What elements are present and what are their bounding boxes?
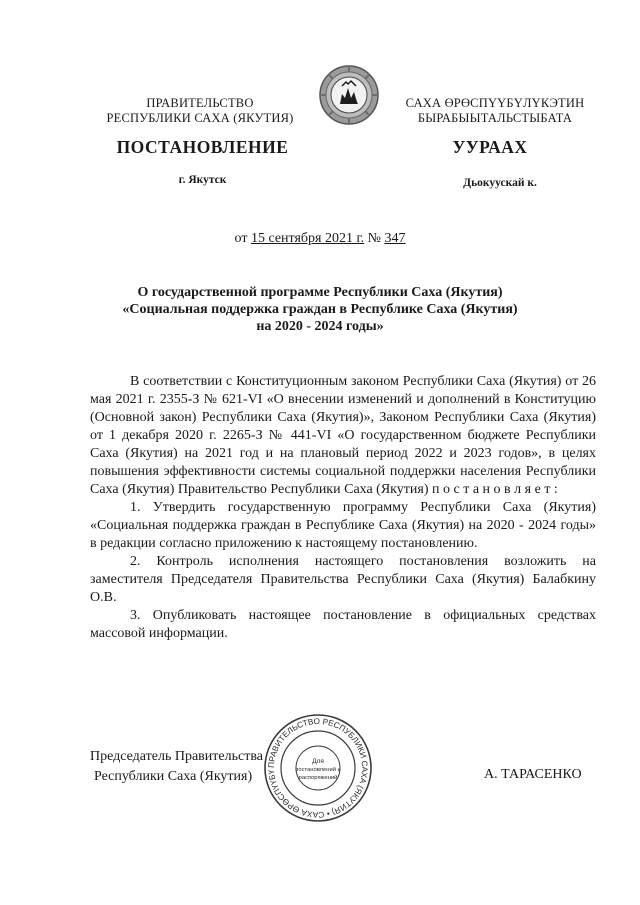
preamble-text: В соответствии с Конституционным законом Республики Саха (Якутия) от 26 мая 2021 г. 2355-З № 621-VI «О внесении изменений и дополнений в Конституцию (Основной закон) Республики Саха (Якутия)», Законом Республики Саха (Якутия) от 1 декабря 2020 г. 2265-З № 441-VI «О государственном бюджете Республики Саха (Якутия) на 2021 год и на плановый период 2022 и 2023 годов», в целях повышения эффективности системы социальной поддержки населения Республики Саха (Якутия) Правительство Республики Саха (Якутия): [90, 374, 596, 497]
header-left-line2: РЕСПУБЛИКИ САХА (ЯКУТИЯ): [106, 111, 294, 125]
preamble-paragraph: [90, 373, 596, 499]
stamp-center-line3: распоряжений: [298, 775, 338, 781]
city-sah: Дьокуускай к.: [463, 177, 537, 189]
signatory-title-line1: Председатель Правительства: [90, 749, 263, 764]
document-date: 15 сентября 2021 г.: [250, 231, 365, 246]
resolves-word: п о с т а н о в л я е т :: [432, 482, 558, 497]
header-left-line1: ПРАВИТЕЛЬСТВО: [146, 96, 254, 110]
title-line1: О государственной программе Республики Саха (Якутия): [137, 285, 503, 300]
signatory-title-line2: Республики Саха (Якутия): [94, 769, 253, 784]
header-right-line2: БЫРАБЫЫТАЛЬСТЫБАТА: [417, 111, 573, 125]
document-number: 347: [384, 231, 406, 246]
title-line2: «Социальная поддержка граждан в Республике Саха (Якутия): [122, 302, 518, 317]
date-line: [0, 231, 640, 247]
date-prefix: от: [234, 231, 248, 246]
coat-of-arms-emblem-icon: [318, 64, 380, 126]
number-sign: №: [367, 231, 381, 246]
official-stamp: [263, 713, 373, 823]
stamp-center-line2: постановлений и: [295, 767, 341, 773]
stamp-center-line1: Для: [312, 758, 324, 765]
signatory-title: [90, 747, 263, 787]
signatory-name: А. ТАРАСЕНКО: [484, 767, 582, 782]
city-ru: г. Якутск: [178, 174, 227, 186]
header-right-line1: САХА ӨРӨСПҮҮБҮЛҮКЭТИН: [405, 96, 585, 110]
stamp-ring-text: ПРАВИТЕЛЬСТВО РЕСПУБЛИКИ САХА (ЯКУТИЯ) • САХА ӨРӨСПҮҮБҮ: [266, 716, 370, 820]
doc-type-sah: УУРААХ: [452, 137, 528, 157]
title-line3: на 2020 - 2024 годы»: [256, 319, 384, 334]
document-body: [90, 373, 596, 643]
header-right-org: [385, 96, 605, 126]
header-left-org: [95, 96, 305, 126]
item-3: 3. Опубликовать настоящее постановление в официальных средствах массовой информации.: [90, 608, 596, 641]
item-1: 1. Утвердить государственную программу Республики Саха (Якутия) «Социальная поддержка граждан в Республике Саха (Якутия) на 2020 - 2024 годы» в редакции согласно приложению к настоящему постановлению.: [90, 500, 596, 551]
document-title: [80, 284, 560, 335]
item-2: 2. Контроль исполнения настоящего постановления возложить на заместителя Председателя Правительства Республики Саха (Якутия) Балабкину О.В.: [90, 554, 596, 605]
doc-type-ru: ПОСТАНОВЛЕНИЕ: [116, 137, 289, 157]
